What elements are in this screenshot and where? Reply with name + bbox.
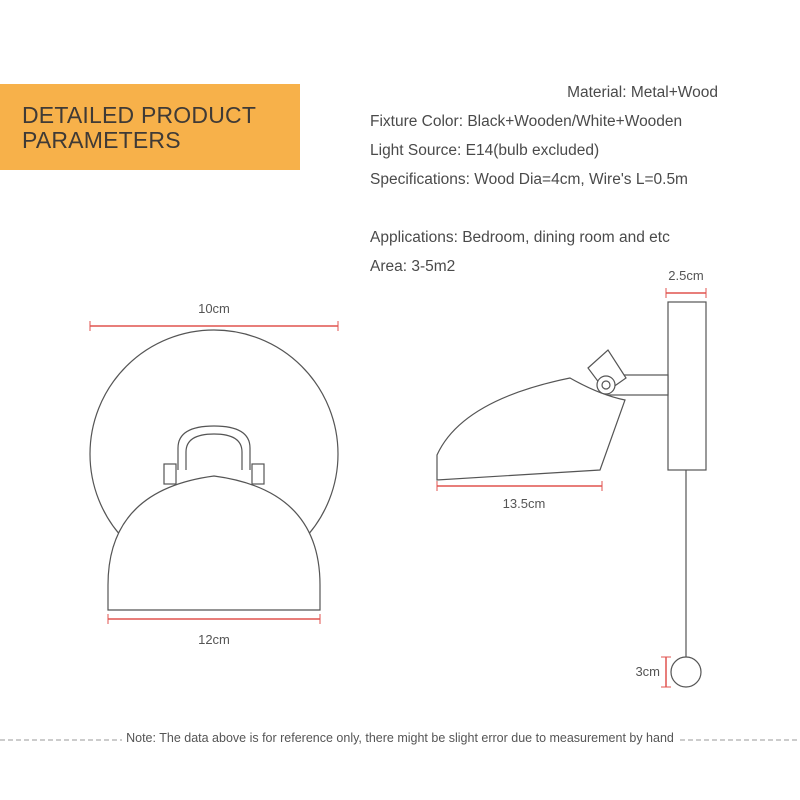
footer-note-text: Note: The data above is for reference only, there might be slight error due to measurement by hand	[122, 731, 678, 745]
spec-area: Area: 3-5m2	[370, 258, 456, 275]
front-shade-dim-label: 12cm	[198, 632, 230, 647]
pull-knob	[671, 657, 701, 687]
left-knob	[164, 464, 176, 484]
side-shade-dim-label: 13.5cm	[502, 496, 546, 511]
spec-applications: Applications: Bedroom, dining room and etc	[370, 229, 670, 246]
right-knob	[252, 464, 264, 484]
pull-knob-dim-label: 3cm	[635, 664, 660, 679]
spec-material: Material: Metal+Wood	[567, 84, 718, 101]
banner-title: DETAILED PRODUCT PARAMETERS	[22, 102, 256, 153]
spec-fixture-color: Fixture Color: Black+Wooden/White+Wooden	[370, 113, 683, 130]
front-view	[90, 321, 338, 624]
spec-specifications: Specifications: Wood Dia=4cm, Wire's L=0.5m	[370, 171, 688, 188]
side-wall-plate	[668, 302, 706, 470]
side-plate-dim-label: 2.5cm	[668, 268, 704, 283]
side-view	[437, 288, 706, 687]
front-plate-dim-label: 10cm	[198, 301, 230, 316]
footer-note	[0, 730, 800, 750]
spec-light-source: Light Source: E14(bulb excluded)	[370, 142, 600, 159]
side-shade	[437, 378, 625, 480]
